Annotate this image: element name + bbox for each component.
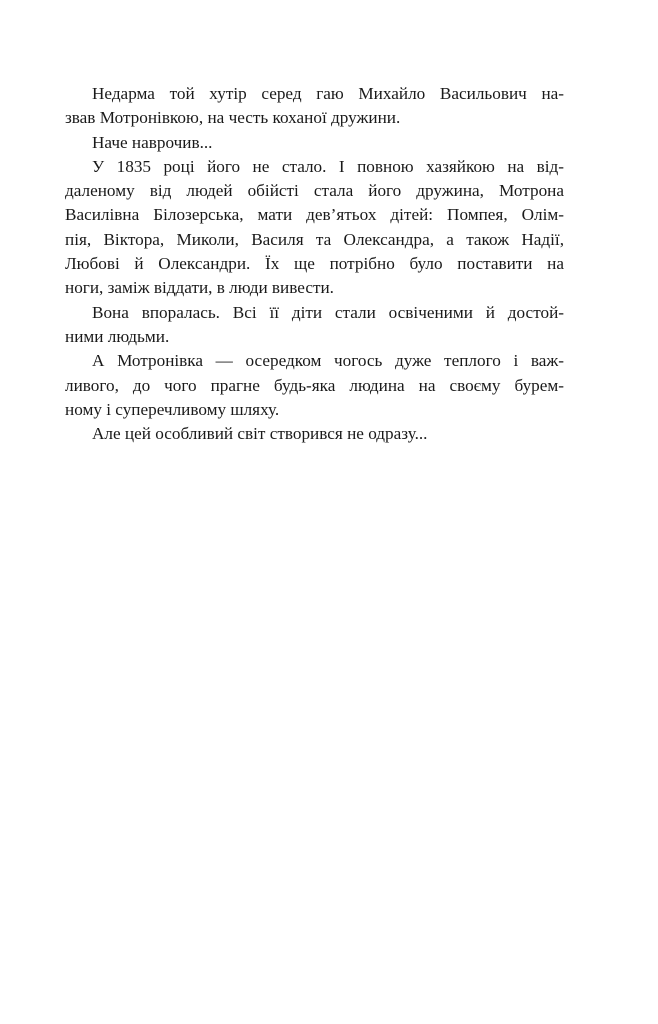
text-line: Недарма той хутір серед гаю Михайло Васильович на- — [92, 84, 564, 103]
text-line: Василівна Білозерська, мати дев’ятьох дітей: Помпея, Олім- — [65, 205, 564, 225]
paragraph-4 — [65, 301, 564, 350]
text-line: ними людьми. — [65, 326, 170, 346]
paragraph-6 — [92, 422, 564, 446]
text-line: звав Мотронівкою, на честь коханої дружини. — [65, 108, 401, 128]
text-line: ноги, заміж віддати, в люди вивести. — [65, 278, 334, 298]
paragraph-5 — [65, 349, 564, 422]
text-line: ливого, до чого прагне будь-яка людина на своєму бурем- — [65, 375, 564, 395]
text-line: А Мотронівка — осередком чогось дуже теплого і важ- — [92, 351, 564, 371]
text-line: У 1835 році його не стало. І повною хазяйкою на від- — [92, 156, 564, 176]
text-line: Любові й Олександри. Їх ще потрібно було поставити на — [65, 254, 564, 274]
text-line: даленому від людей обійсті стала його дружина, Мотрона — [65, 181, 564, 201]
paragraph-2 — [92, 131, 564, 155]
paragraph-1 — [65, 82, 564, 131]
paragraph-3 — [65, 155, 564, 301]
text-line: Вона впоралась. Всі її діти стали освіченими й достой- — [92, 302, 564, 322]
text-line: Але цей особливий світ створився не одразу... — [92, 424, 428, 444]
text-line: ному і суперечливому шляху. — [65, 399, 280, 419]
page-body — [65, 82, 564, 446]
text-line: Наче наврочив... — [92, 132, 213, 152]
text-line: пія, Віктора, Миколи, Василя та Олександра, а також Надії, — [65, 229, 564, 249]
